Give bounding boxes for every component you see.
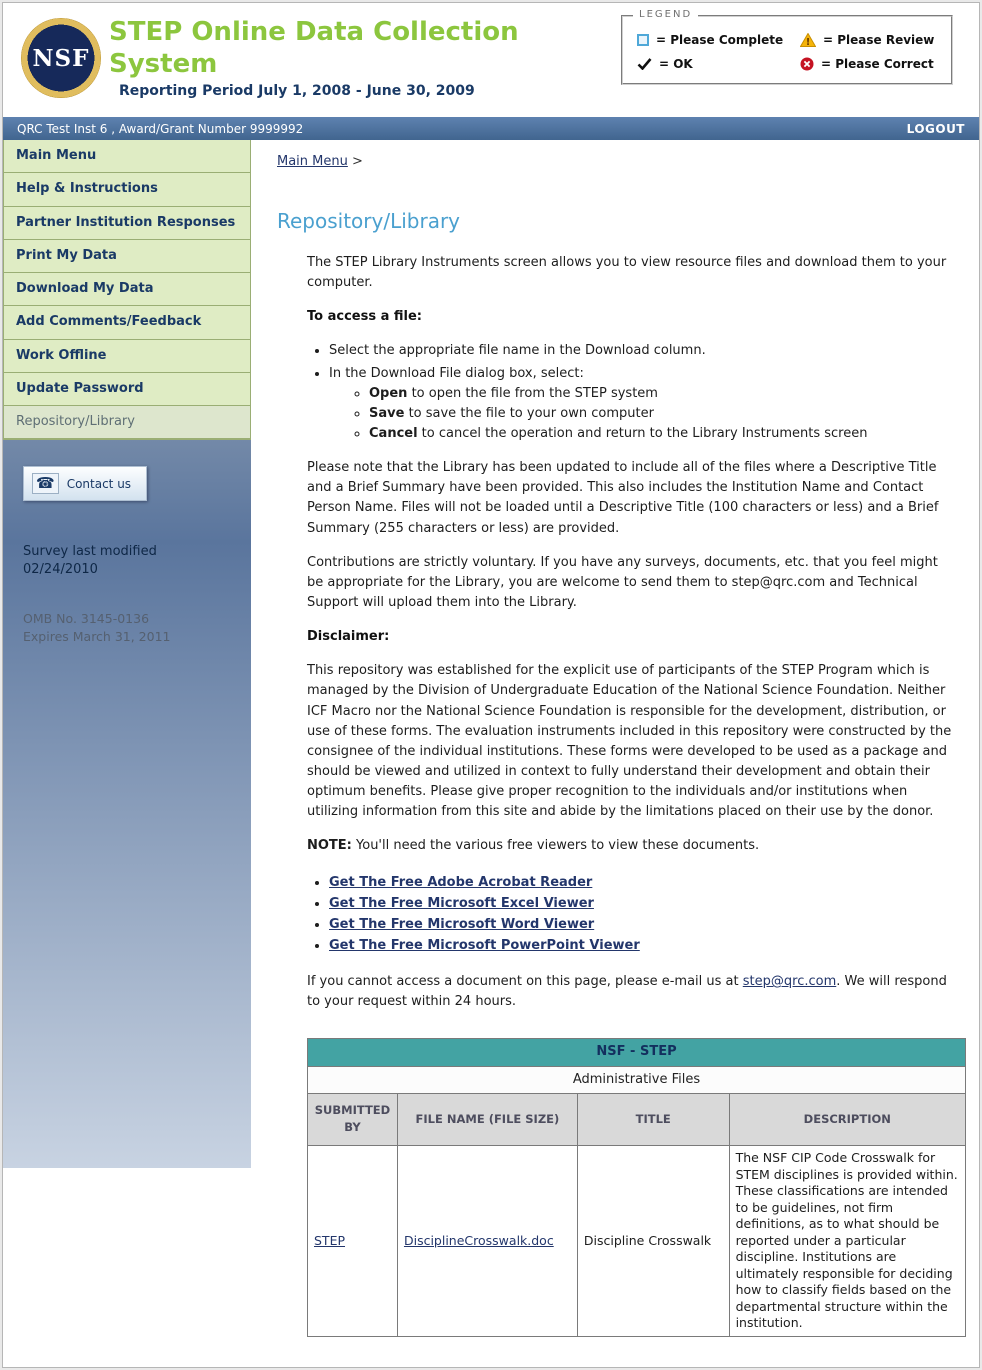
sidebar-lower-panel: [3, 440, 251, 1168]
ok-check-icon: [637, 58, 652, 70]
warning-triangle-icon: [800, 33, 816, 47]
reporting-period: Reporting Period July 1, 2008 - June 30, 2009: [119, 83, 475, 100]
dialog-option-cancel: ◦ Cancel to cancel the operation and return to the Library Instruments screen: [369, 424, 952, 444]
breadcrumb: [277, 154, 953, 169]
sidebar-item-work-offline[interactable]: Work Offline: [4, 340, 250, 373]
sidebar-item-add-comments-feedback[interactable]: Add Comments/Feedback: [4, 306, 250, 339]
legend: [621, 9, 953, 85]
main-content: [251, 140, 979, 1367]
access-instructions-list: [329, 341, 952, 444]
library-updated-paragraph: Please note that the Library has been updated to include all of the files where a Descriptive Title and a Brief Summary have been provided. This also includes the Institution Name and Contact Person Name. Files will not be loaded until a Descriptive Title (100 characters or less) and a Brief Summary (255 characters or less) are provided.: [307, 460, 939, 536]
survey-last-modified: Survey last modified 02/24/2010: [23, 544, 157, 577]
sidebar-item-download-my-data[interactable]: Download My Data: [4, 273, 250, 306]
adobe-acrobat-reader-link[interactable]: Get The Free Adobe Acrobat Reader: [329, 874, 593, 890]
nsf-logo-text: NSF: [32, 44, 90, 72]
table-row: [308, 1146, 966, 1337]
sidebar-menu: [3, 140, 251, 440]
disclaimer-paragraph: This repository was established for the explicit use of participants of the STEP Program which is managed by the Division of Undergraduate Education of the National Science Foundation. Neither ICF Macro nor the National Science Foundation is responsible for the development, distribution, or use of these forms. The evaluation instruments included in this repository were constructed by the consignee of the individual institutions. These forms were developed to be used as a package and should be viewed and utilized in context to fully understand their development and obtain their optimum benefits. Please give proper recognition to the individuals and/or institutions when utilizing information from this site and abide by the limitations placed on their use by the donor.: [307, 663, 952, 820]
dialog-options-list: [369, 384, 952, 444]
sidebar-item-help-instructions[interactable]: Help & Instructions: [4, 173, 250, 206]
sidebar-item-partner-institution-responses[interactable]: Partner Institution Responses: [4, 207, 250, 240]
contributions-paragraph: Contributions are strictly voluntary. If you have any surveys, documents, etc. that you feel might be appropriate for the Library, you are welcome to send them to step@qrc.com and Technical Support will upload them into the Library.: [307, 554, 938, 610]
column-header-submitted-by: SUBMITTED BY: [308, 1093, 398, 1146]
legend-item-complete: = Please Complete: [637, 33, 800, 47]
sidebar-item-update-password[interactable]: Update Password: [4, 373, 250, 406]
body-text: [307, 253, 958, 1337]
legend-label: LEGEND: [633, 9, 698, 20]
contact-us-button[interactable]: [23, 466, 147, 501]
nsf-logo: [21, 18, 101, 98]
dialog-option-save: ◦ Save to save the file to your own computer: [369, 404, 952, 424]
support-email-link[interactable]: step@qrc.com: [742, 974, 837, 990]
complete-square-icon: [637, 34, 649, 46]
page-title: Repository/Library: [277, 209, 461, 233]
library-files-table: [307, 1038, 966, 1336]
breadcrumb-separator: >: [352, 154, 363, 169]
file-description-cell: The NSF CIP Code Crosswalk for STEM disciplines is provided within. These classifications are intended to be guidelines, not firm definitions, as to what should be reported under a particular discipline. Institutions are ultimately responsible for deciding how to classify fields based on the departmental structure within the institution.: [729, 1146, 965, 1337]
table-header-row: [308, 1093, 966, 1146]
topbar: [3, 117, 979, 140]
legend-item-ok: = OK: [637, 57, 800, 71]
access-bullet-1: • Select the appropriate file name in the Download column.: [329, 341, 952, 361]
phone-icon: ☎: [32, 473, 59, 494]
app-title: STEP Online Data Collection System: [109, 17, 519, 79]
logout-button[interactable]: LOGOUT: [906, 121, 965, 136]
access-bullet-2: • In the Download File dialog box, select: ◦ Open to open the file from the STEP system ◦ Save to save the file to your own computer ◦ Cancel to cancel the operation and return to the Library Instruments screen: [329, 364, 952, 445]
breadcrumb-main-menu-link[interactable]: Main Menu: [277, 154, 348, 169]
disclaimer-heading: Disclaimer:: [307, 629, 390, 645]
table-subtitle: Administrative Files: [308, 1066, 966, 1093]
content: [3, 140, 979, 1367]
column-header-title: TITLE: [577, 1093, 729, 1146]
error-x-icon: [800, 57, 814, 71]
intro-paragraph: The STEP Library Instruments screen allows you to view resource files and download them to your computer.: [307, 255, 947, 291]
table-title: NSF - STEP: [308, 1039, 966, 1066]
email-support-paragraph: If you cannot access a document on this page, please e-mail us at step@qrc.com. We will respond to your request within 24 hours.: [307, 974, 947, 1010]
legend-item-review: ! = Please Review: [800, 33, 941, 47]
column-header-file-name: FILE NAME (FILE SIZE): [397, 1093, 577, 1146]
sidebar-item-main-menu[interactable]: Main Menu: [4, 140, 250, 173]
column-header-description: DESCRIPTION: [729, 1093, 965, 1146]
svg-text:!: !: [805, 37, 811, 47]
omb-number: OMB No. 3145-0136 Expires March 31, 2011: [23, 611, 171, 644]
legend-item-correct: = Please Correct: [800, 57, 941, 71]
microsoft-word-viewer-link[interactable]: Get The Free Microsoft Word Viewer: [329, 916, 595, 932]
sidebar: [3, 140, 251, 1367]
contact-us-label: Contact us: [66, 476, 132, 491]
page: [2, 2, 980, 1368]
file-title-cell: Discipline Crosswalk: [577, 1146, 729, 1337]
viewer-links-list: [329, 873, 952, 957]
dialog-option-open: ◦ Open to open the file from the STEP system: [369, 384, 952, 404]
access-heading: To access a file:: [307, 309, 423, 325]
file-download-link[interactable]: DisciplineCrosswalk.doc: [403, 1233, 554, 1249]
microsoft-powerpoint-viewer-link[interactable]: Get The Free Microsoft PowerPoint Viewer: [329, 937, 640, 953]
submitted-by-link[interactable]: STEP: [314, 1233, 346, 1249]
header: [3, 3, 979, 117]
note-line: NOTE: You'll need the various free viewers to view these documents.: [307, 838, 760, 854]
legend-grid: [637, 33, 941, 71]
microsoft-excel-viewer-link[interactable]: Get The Free Microsoft Excel Viewer: [329, 895, 594, 911]
sidebar-item-print-my-data[interactable]: Print My Data: [4, 240, 250, 273]
institution-award-text: QRC Test Inst 6 , Award/Grant Number 9999992: [17, 121, 304, 136]
sidebar-item-repository-library[interactable]: Repository/Library: [4, 406, 250, 439]
